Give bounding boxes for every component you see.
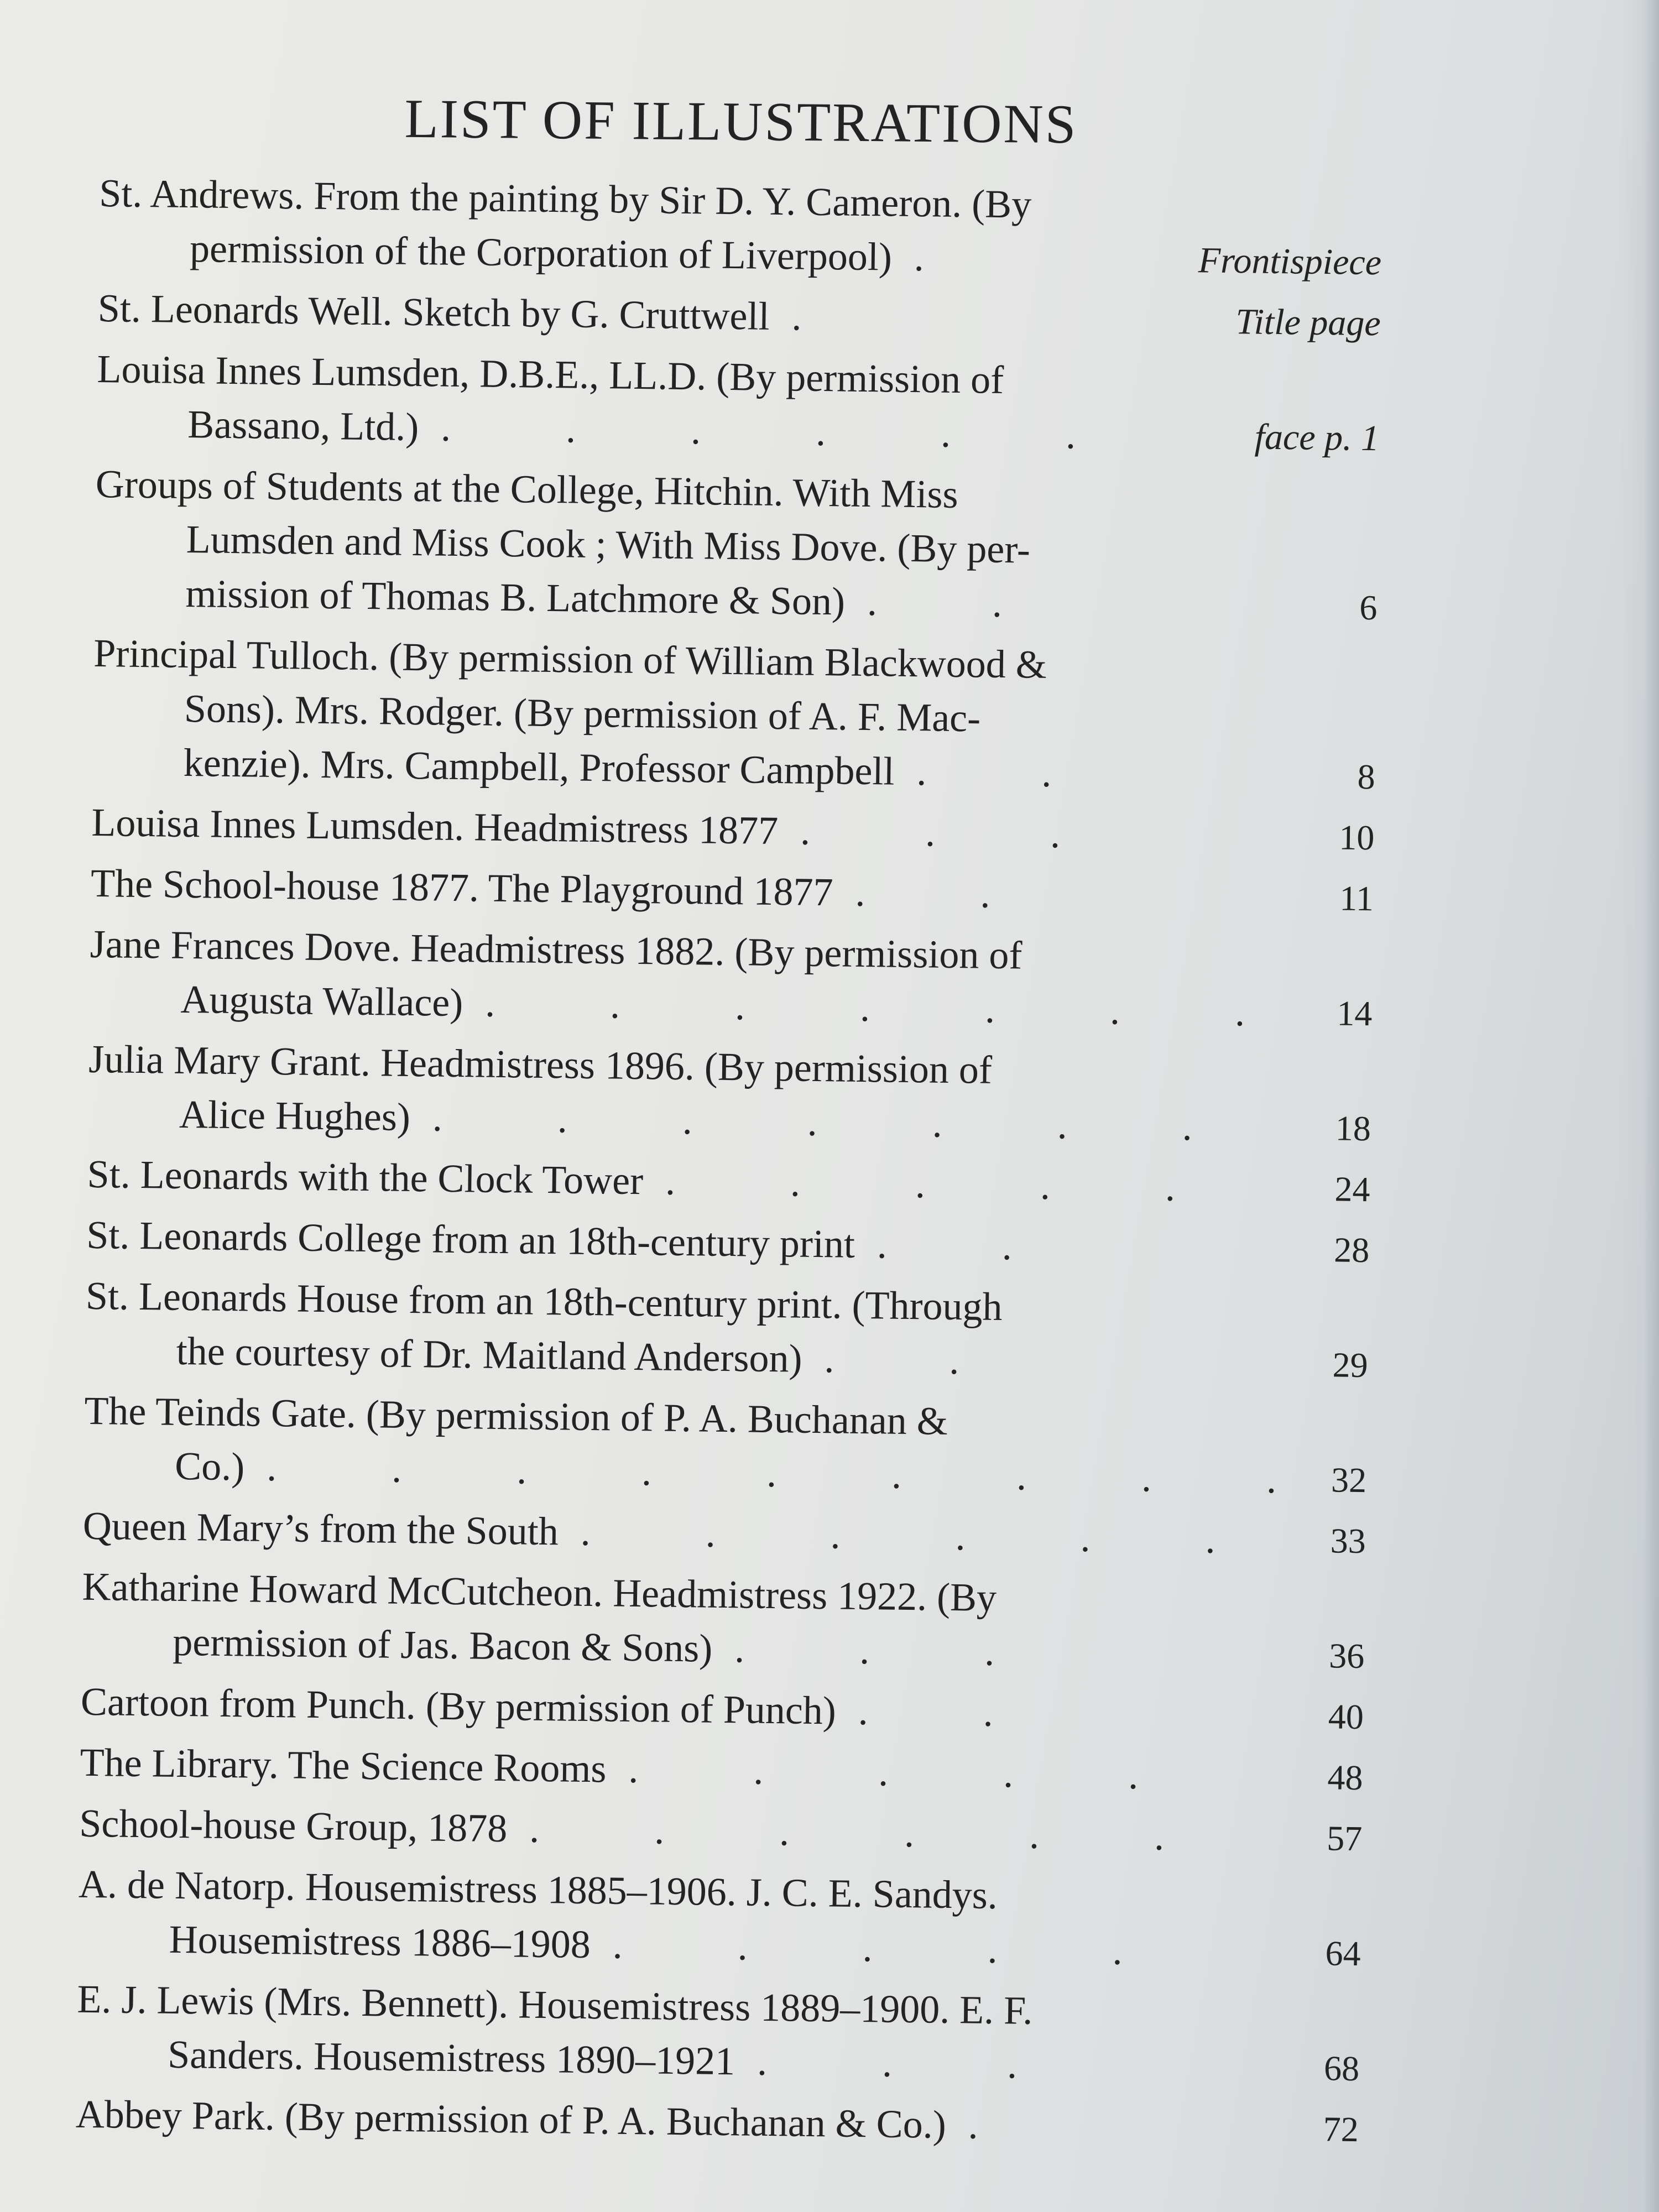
entry-text-line [80, 1735, 1363, 1805]
illustration-entry [79, 1796, 1363, 1866]
page-reference: 40 [1328, 1697, 1364, 1737]
dot-leader: . . . . . . [580, 1509, 1269, 1562]
entry-text-line [80, 1674, 1364, 1744]
illustration-entry [94, 457, 1379, 635]
dot-leader: . . . [734, 1626, 1047, 1675]
illustration-entry [92, 626, 1376, 804]
entry-text-line [75, 2087, 1359, 2157]
page-reference: 64 [1325, 1933, 1361, 1974]
dot-leader: . . [858, 1688, 1046, 1736]
dot-leader: . [791, 294, 854, 340]
entry-text: Louisa Innes Lumsden. Headmistress 1877 [91, 800, 779, 853]
entry-text: Julia Mary Grant. Headmistress 1896. (By permission of [88, 1036, 993, 1092]
entry-text: Augusta Wallace) [180, 977, 463, 1025]
page-reference: 11 [1339, 878, 1374, 919]
illustration-entry [97, 281, 1381, 351]
dot-leader: . . [877, 1222, 1065, 1269]
illustration-entry [76, 1972, 1360, 2096]
page-reference: 29 [1332, 1345, 1369, 1385]
page-reference: face p. 1 [1254, 416, 1380, 459]
page-reference: 33 [1330, 1521, 1366, 1561]
entry-text-line [82, 1499, 1366, 1568]
entry-text: St. Andrews. From the painting by Sir D. Y. Cameron. (By [98, 170, 1032, 227]
entry-text: Queen Mary’s from the South [82, 1503, 559, 1554]
dot-leader: . . . [757, 2039, 1070, 2088]
page-reference: Frontispiece [1198, 240, 1382, 283]
entry-text: Louisa Innes Lumsden, D.B.E., LL.D. (By permission of [97, 346, 1004, 403]
page-reference: 8 [1357, 757, 1376, 797]
illustration-entry [89, 917, 1373, 1041]
entry-text: St. Leonards House from an 18th-century print. (Through [85, 1273, 1003, 1329]
entry-text: Sanders. Housemistress 1890–1921 [167, 2032, 735, 2084]
dot-leader: . . . . . . [440, 405, 1129, 458]
page-reference: 68 [1323, 2048, 1360, 2089]
entry-text: Katharine Howard McCutcheon. Headmistress 1922. (By [82, 1564, 997, 1620]
entry-text: Groups of Students at the College, Hitchin. With Miss [95, 461, 959, 517]
entry-text: Abbey Park. (By permission of P. A. Buchanan & Co.) [75, 2091, 947, 2147]
dot-leader: . . [867, 580, 1055, 627]
entry-text: Bassano, Ltd.) [187, 401, 419, 450]
entry-text: the courtesy of Dr. Maitland Anderson) [176, 1328, 802, 1381]
dot-leader: . . . [800, 808, 1113, 857]
entry-text: E. J. Lewis (Mrs. Bennett). Housemistress 1889–1900. E. F. [77, 1976, 1033, 2033]
entry-text: A. de Natorp. Housemistress 1885–1906. J. C. E. Sandys. [78, 1861, 998, 1918]
page-reference: 57 [1326, 1818, 1363, 1859]
page-reference: Title page [1235, 301, 1381, 344]
entry-text: Alice Hughes) [179, 1092, 411, 1139]
dot-leader: . . . . . [665, 1159, 1228, 1211]
dot-leader: . . . . . . [529, 1806, 1217, 1859]
page-heading: LIST OF ILLUSTRATIONS [404, 87, 1078, 155]
illustration-entry [81, 1559, 1365, 1683]
entry-text: Cartoon from Punch. (By permission of Punch) [80, 1679, 837, 1733]
illustration-entry [80, 1674, 1364, 1744]
dot-leader: . . . . . [628, 1746, 1191, 1798]
illustration-entry [98, 166, 1383, 290]
page-edge-shadow [1620, 0, 1659, 2212]
illustration-entry [77, 1857, 1361, 1981]
entry-text: School-house Group, 1878 [79, 1801, 508, 1851]
page-reference: 28 [1333, 1230, 1370, 1270]
entry-text: St. Leonards Well. Sketch by G. Cruttwell [97, 285, 770, 338]
illustration-entry [91, 856, 1374, 926]
page-reference: 32 [1331, 1460, 1367, 1500]
illustration-entry [96, 342, 1380, 466]
page-reference: 36 [1328, 1636, 1365, 1676]
illustration-entry [87, 1032, 1371, 1156]
page-reference: 48 [1327, 1757, 1363, 1798]
illustration-entry [87, 1147, 1370, 1217]
page-reference: 14 [1337, 993, 1373, 1034]
dot-leader: . . [916, 749, 1104, 796]
entry-text-line [91, 856, 1374, 926]
page-reference: 72 [1323, 2109, 1359, 2150]
entry-text-line [87, 1147, 1370, 1217]
entry-text: St. Leonards College from an 18th-century print [86, 1212, 855, 1266]
illustration-entry [91, 795, 1375, 865]
entry-text: The Library. The Science Rooms [80, 1740, 607, 1791]
illustration-entry [75, 2087, 1359, 2157]
illustrations-list [75, 166, 1383, 2163]
entry-text: Co.) [174, 1443, 245, 1489]
entry-text-line [79, 1796, 1363, 1866]
illustration-entry [84, 1384, 1368, 1507]
entry-text-line [97, 281, 1381, 351]
page-reference: 24 [1334, 1169, 1370, 1209]
entry-text: Housemistress 1886–1908 [169, 1917, 591, 1967]
entry-text: St. Leonards with the Clock Tower [87, 1151, 644, 1203]
page-reference: 6 [1359, 587, 1378, 628]
page-reference: 18 [1335, 1108, 1371, 1149]
dot-leader: . . . . . . . . . [266, 1444, 1329, 1503]
entry-text: Lumsden and Miss Cook ; With Miss Dove. (By per- [186, 517, 1031, 572]
dot-leader: . . [855, 870, 1044, 917]
entry-text: The Teinds Gate. (By permission of P. A. Buchanan & [84, 1388, 948, 1443]
dot-leader: . [914, 235, 977, 280]
entry-text: kenzie). Mrs. Campbell, Professor Campbell [183, 740, 895, 794]
illustration-entry [85, 1269, 1369, 1392]
entry-text: Principal Tulloch. (By permission of William Blackwood & [93, 630, 1047, 687]
illustration-entry [86, 1208, 1370, 1277]
dot-leader: . . [824, 1337, 1012, 1384]
entry-text-line [91, 795, 1375, 865]
illustration-entry [80, 1735, 1363, 1805]
page-reference: 10 [1338, 817, 1375, 858]
dot-leader: . . . . . . . [484, 980, 1298, 1035]
dot-leader: . [968, 2103, 1031, 2148]
entry-text-line [86, 1208, 1370, 1277]
entry-text: Sons). Mrs. Rodger. (By permission of A. F. Mac- [184, 686, 981, 740]
entry-text: permission of the Corporation of Liverpool) [189, 226, 893, 279]
entry-text: permission of Jas. Bacon & Sons) [172, 1619, 713, 1671]
entry-text: mission of Thomas B. Latchmore & Son) [185, 571, 846, 624]
entry-text: The School-house 1877. The Playground 1877 [90, 860, 834, 915]
dot-leader: . . . . . [612, 1922, 1176, 1974]
illustration-entry [82, 1499, 1366, 1568]
dot-leader: . . . . . . . [432, 1095, 1245, 1150]
entry-text: Jane Frances Dove. Headmistress 1882. (By permission of [90, 921, 1022, 978]
